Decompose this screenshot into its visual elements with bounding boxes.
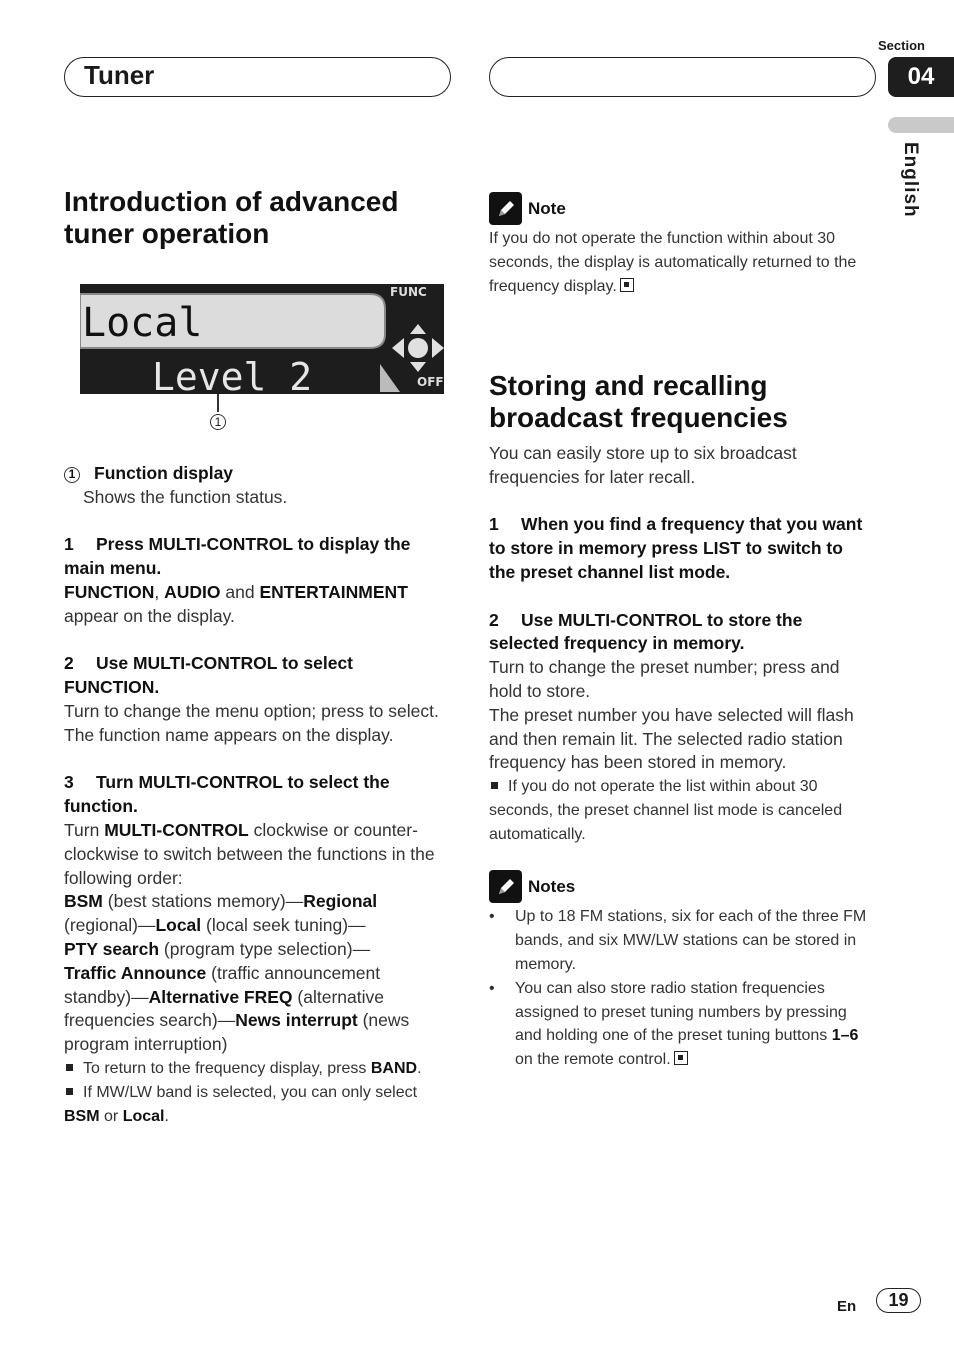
note-label: Note [528, 198, 566, 218]
lcd-graphic [80, 284, 444, 394]
note-header [489, 192, 873, 225]
step-1-text: FUNCTION, AUDIO and ENTERTAINMENT appear on the display. [64, 581, 408, 626]
step-1 [64, 533, 442, 581]
storing-intro: You can easily store up to six broadcast frequencies for later recall. [489, 443, 797, 487]
note-bullet-square [66, 1064, 73, 1071]
step-1-title: Press MULTI-CONTROL to display the main menu. [64, 534, 411, 579]
notes-header [489, 870, 873, 903]
store-step-2-number: 2 [489, 609, 499, 630]
header-title: Tuner [84, 60, 155, 90]
lcd-line2: Level 2 [152, 355, 313, 394]
callout-line [217, 394, 219, 412]
bullet-dot: • [489, 908, 495, 926]
footer-lang-code: En [837, 1298, 857, 1315]
section-label: Section [878, 38, 925, 53]
bullet-dot: • [489, 979, 495, 997]
store-step-2-text-2: The preset number you have selected will flash and then remain lit. The selected radio station frequency has been stored in memory. [489, 704, 854, 773]
notes-bullet-2: • You can also store radio station frequencies assigned to preset tuning numbers by pressing and holding one of the preset tuning buttons 1–6 on the remote control. [489, 977, 873, 1072]
step-3-note-1: To return to the frequency display, press BAND. [64, 1057, 442, 1081]
note-text: If you do not operate the function within about 30 seconds, the display is automatically returned to the frequency display. [489, 230, 857, 295]
note-bullet-square [66, 1088, 73, 1095]
step-2-number: 2 [64, 653, 74, 674]
step-3-number: 3 [64, 772, 74, 793]
store-step-2-text-1: Turn to change the preset number; press and hold to store. [489, 657, 840, 701]
function-order: BSM (best stations memory)—Regional (regional)—Local (local seek tuning)— PTY search (program type selection)— Traffic Announce (traffic announcement standby)—Alternative FREQ (alternative frequencies search)—News interrupt (news program interruption) [64, 891, 410, 1055]
store-step-1-number: 1 [489, 514, 499, 535]
left-body [64, 462, 442, 1128]
callout-marker: 1 [210, 414, 226, 430]
notes-label: Notes [528, 876, 576, 896]
step-3 [64, 771, 442, 819]
callout-entry [64, 462, 442, 486]
lcd-line1: Local [82, 300, 203, 346]
store-step-2-title: Use MULTI-CONTROL to store the selected frequency in memory. [489, 609, 803, 654]
step-3-note-2: If MW/LW band is selected, you can only select BSM or Local. [64, 1083, 418, 1125]
function-display-illustration [80, 284, 444, 394]
pencil-note-icon [489, 870, 522, 903]
store-step-1-title: When you find a frequency that you want to store in memory press LIST to switch to the preset channel list mode. [489, 514, 863, 582]
lcd-off-label: OFF [417, 375, 444, 389]
step-2-title: Use MULTI-CONTROL to select FUNCTION. [64, 653, 354, 698]
header-right-frame [489, 57, 876, 97]
language-tab [888, 117, 954, 133]
section-heading-storing: Storing and recalling broadcast frequencies [489, 370, 788, 433]
store-step-2 [489, 609, 873, 657]
language-label: English [900, 142, 921, 218]
step-1-number: 1 [64, 534, 74, 555]
notes-bullet-1: • Up to 18 FM stations, six for each of the three FM bands, and six MW/LW stations can be stored in memory. [489, 905, 873, 976]
section-number: 04 [888, 57, 954, 97]
step-2-text-2: The function name appears on the display. [64, 724, 394, 745]
storing-section [489, 370, 873, 1072]
right-column [489, 192, 873, 298]
note-bullet-square [491, 782, 498, 789]
callout-marker-list: 1 [64, 467, 80, 483]
page-number: 19 [876, 1288, 921, 1313]
step-2-text-1: Turn to change the menu option; press to select. [64, 700, 439, 721]
callout-text: Shows the function status. [83, 486, 288, 507]
left-column [64, 186, 444, 250]
store-step-1 [489, 513, 873, 584]
lcd-func-label: FUNC [390, 285, 427, 299]
store-step-2-note: If you do not operate the list within about 30 seconds, the preset channel list mode is canceled automatically. [489, 778, 843, 843]
callout-title: Function display [94, 463, 234, 483]
end-mark-icon [620, 278, 634, 292]
step-2 [64, 652, 442, 700]
step-3-text: Turn MULTI-CONTROL clockwise or counter-clockwise to switch between the functions in the following order: [64, 819, 435, 888]
pencil-note-icon [489, 192, 522, 225]
end-mark-icon [674, 1051, 688, 1065]
step-3-title: Turn MULTI-CONTROL to select the function. [64, 772, 390, 817]
section-heading-intro: Introduction of advanced tuner operation [64, 186, 399, 249]
